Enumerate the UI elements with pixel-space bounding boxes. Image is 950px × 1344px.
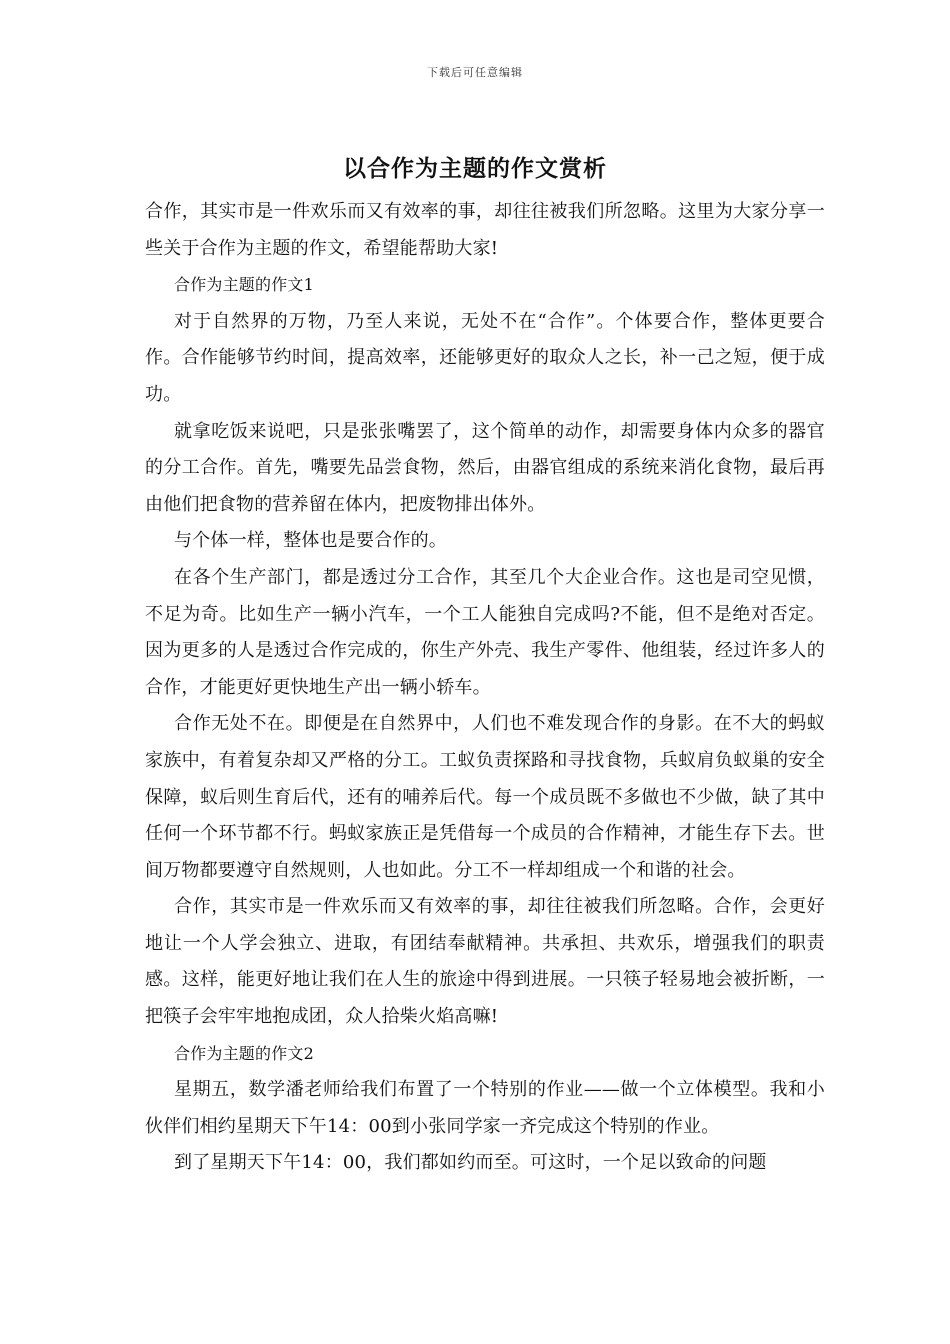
essay-2-heading: 合作为主题的作文2 xyxy=(174,1043,314,1063)
intro-paragraph: 合作，其实市是一件欢乐而又有效率的事，却往往被我们所忽略。这里为大家分享一些关于合作为主题的作文，希望能帮助大家! xyxy=(145,201,825,259)
essay-paragraph: 星期五，数学潘老师给我们布置了一个特别的作业——做一个立体模型。我和小伙伴们相约星期天下午14：00到小张同学家一齐完成这个特别的作业。 xyxy=(145,1079,825,1137)
essay-paragraph: 到了星期天下午14：00，我们都如约而至。可这时，一个足以致命的问题 xyxy=(174,1152,767,1174)
document-title: 以合作为主题的作文赏析 xyxy=(343,155,607,182)
document-body xyxy=(145,194,825,1182)
header-note: 下载后可任意编辑 xyxy=(427,66,523,79)
essay-1-heading: 合作为主题的作文1 xyxy=(174,275,314,295)
essay-paragraph: 合作，其实市是一件欢乐而又有效率的事，却往往被我们所忽略。合作，会更好地让一个人学会独立、进取，有团结奉献精神。共承担、共欢乐，增强我们的职责感。这样，能更好地让我们在人生的旅途中得到进展。一只筷子轻易地会被折断，一把筷子会牢牢地抱成团，众人拾柴火焰高嘛! xyxy=(145,896,825,1028)
essay-paragraph: 对于自然界的万物，乃至人来说，无处不在“合作”。个体要合作，整体更要合作。合作能够节约时间，提高效率，还能够更好的取众人之长，补一己之短，便于成功。 xyxy=(145,310,825,405)
essay-paragraph: 合作无处不在。即便是在自然界中，人们也不难发现合作的身影。在不大的蚂蚁家族中，有着复杂却又严格的分工。工蚁负责探路和寻找食物，兵蚁肩负蚁巢的安全保障，蚁后则生育后代，还有的哺养后代。每一个成员既不多做也不少做，缺了其中任何一个环节都不行。蚂蚁家族正是凭借每一个成员的合作精神，才能生存下去。世间万物都要遵守自然规则，人也如此。分工不一样却组成一个和谐的社会。 xyxy=(145,713,825,881)
essay-paragraph: 就拿吃饭来说吧，只是张张嘴罢了，这个简单的动作，却需要身体内众多的器官的分工合作。首先，嘴要先品尝食物，然后，由器官组成的系统来消化食物，最后再由他们把食物的营养留在体内，把废物排出体外。 xyxy=(145,420,825,515)
essay-paragraph: 与个体一样，整体也是要合作的。 xyxy=(174,530,447,552)
essay-paragraph: 在各个生产部门，都是透过分工合作，其至几个大企业合作。这也是司空见惯，不足为奇。比如生产一辆小汽车，一个工人能独自完成吗?不能，但不是绝对否定。因为更多的人是透过合作完成的，你生产外壳、我生产零件、他组装，经过许多人的合作，才能更好更快地生产出一辆小轿车。 xyxy=(145,566,825,698)
